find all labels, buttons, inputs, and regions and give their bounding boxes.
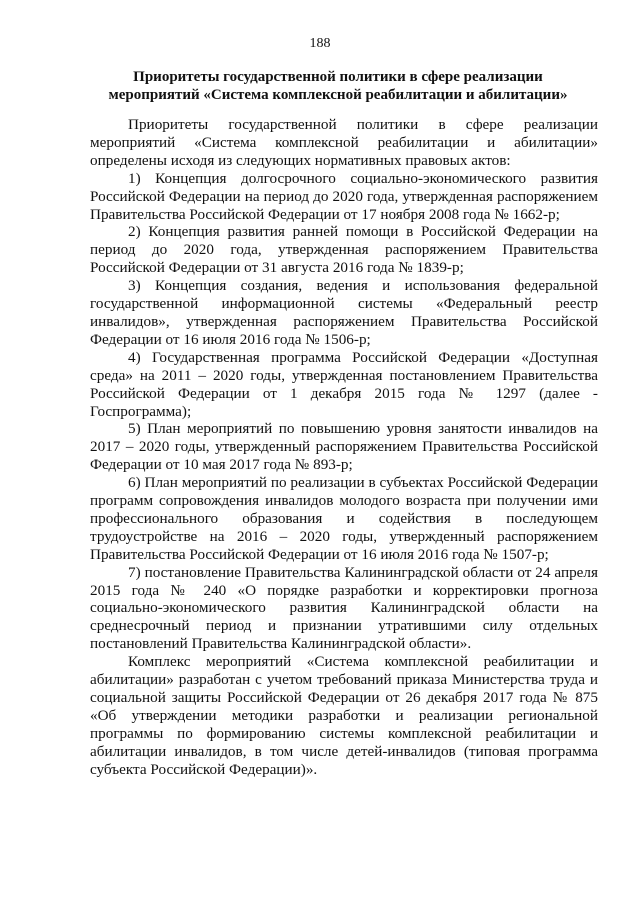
paragraph-item-7: 7) постановление Правительства Калининградской области от 24 апреля 2015 года № 240 «О порядке разработки и корректировки прогноза социально-экономического развития Калининградской области на среднесрочный период и признании утратившими силу отдельных постановлений Правительства Калининградской области».	[90, 563, 598, 653]
page-number: 188	[309, 36, 331, 51]
paragraph-item-6: 6) План мероприятий по реализации в субъектах Российской Федерации программ сопровождения инвалидов молодого возраста при получении ими профессионального образования и содействия в последующем трудоустройстве на 2016 – 2020 годы, утвержденный распоряжением Правительства Российской Федерации от 16 июля 2016 года № 1507-р;	[90, 474, 598, 563]
paragraph-intro: Приоритеты государственной политики в сфере реализации мероприятий «Система комплексной реабилитации и абилитации» определены исходя из следующих нормативных правовых актов:	[90, 116, 598, 169]
paragraph-item-4: 4) Государственная программа Российской Федерации «Доступная среда» на 2011 – 2020 годы, утвержденная постановлением Правительства Российской Федерации от 1 декабря 2015 года № 1297 (далее - Госпрограмма);	[90, 348, 598, 420]
paragraph-item-5: 5) План мероприятий по повышению уровня занятости инвалидов на 2017 – 2020 годы, утвержденный распоряжением Правительства Российской Федерации от 10 мая 2017 года № 893-р;	[90, 420, 598, 474]
paragraph-item-1: 1) Концепция долгосрочного социально-экономического развития Российской Федерации на период до 2020 года, утвержденная распоряжением Правительства Российской Федерации от 17 ноября 2008 года № 1662-р;	[90, 169, 598, 223]
paragraph-item-3: 3) Концепция создания, ведения и использования федеральной государственной информационной системы «Федеральный реестр инвалидов», утвержденная распоряжением Правительства Российской Федерации от 16 июля 2016 года № 1506-р;	[90, 277, 598, 348]
body-text	[90, 116, 598, 779]
section-title: Приоритеты государственной политики в сфере реализации мероприятий «Система комплексной реабилитации и абилитации»	[108, 69, 568, 103]
paragraph-item-2: 2) Концепция развития ранней помощи в Российской Федерации на период до 2020 года, утвержденная распоряжением Правительства Российской Федерации от 31 августа 2016 года № 1839-р;	[90, 223, 598, 277]
paragraph-conclusion: Комплекс мероприятий «Система комплексной реабилитации и абилитации» разработан с учетом требований приказа Министерства труда и социальной защиты Российской Федерации от 26 декабря 2017 года № 875 «Об утверждении методики разработки и реализации региональной программы по формированию системы комплексной реабилитации и абилитации инвалидов, в том числе детей-инвалидов (типовая программа субъекта Российской Федерации)».	[90, 653, 598, 778]
